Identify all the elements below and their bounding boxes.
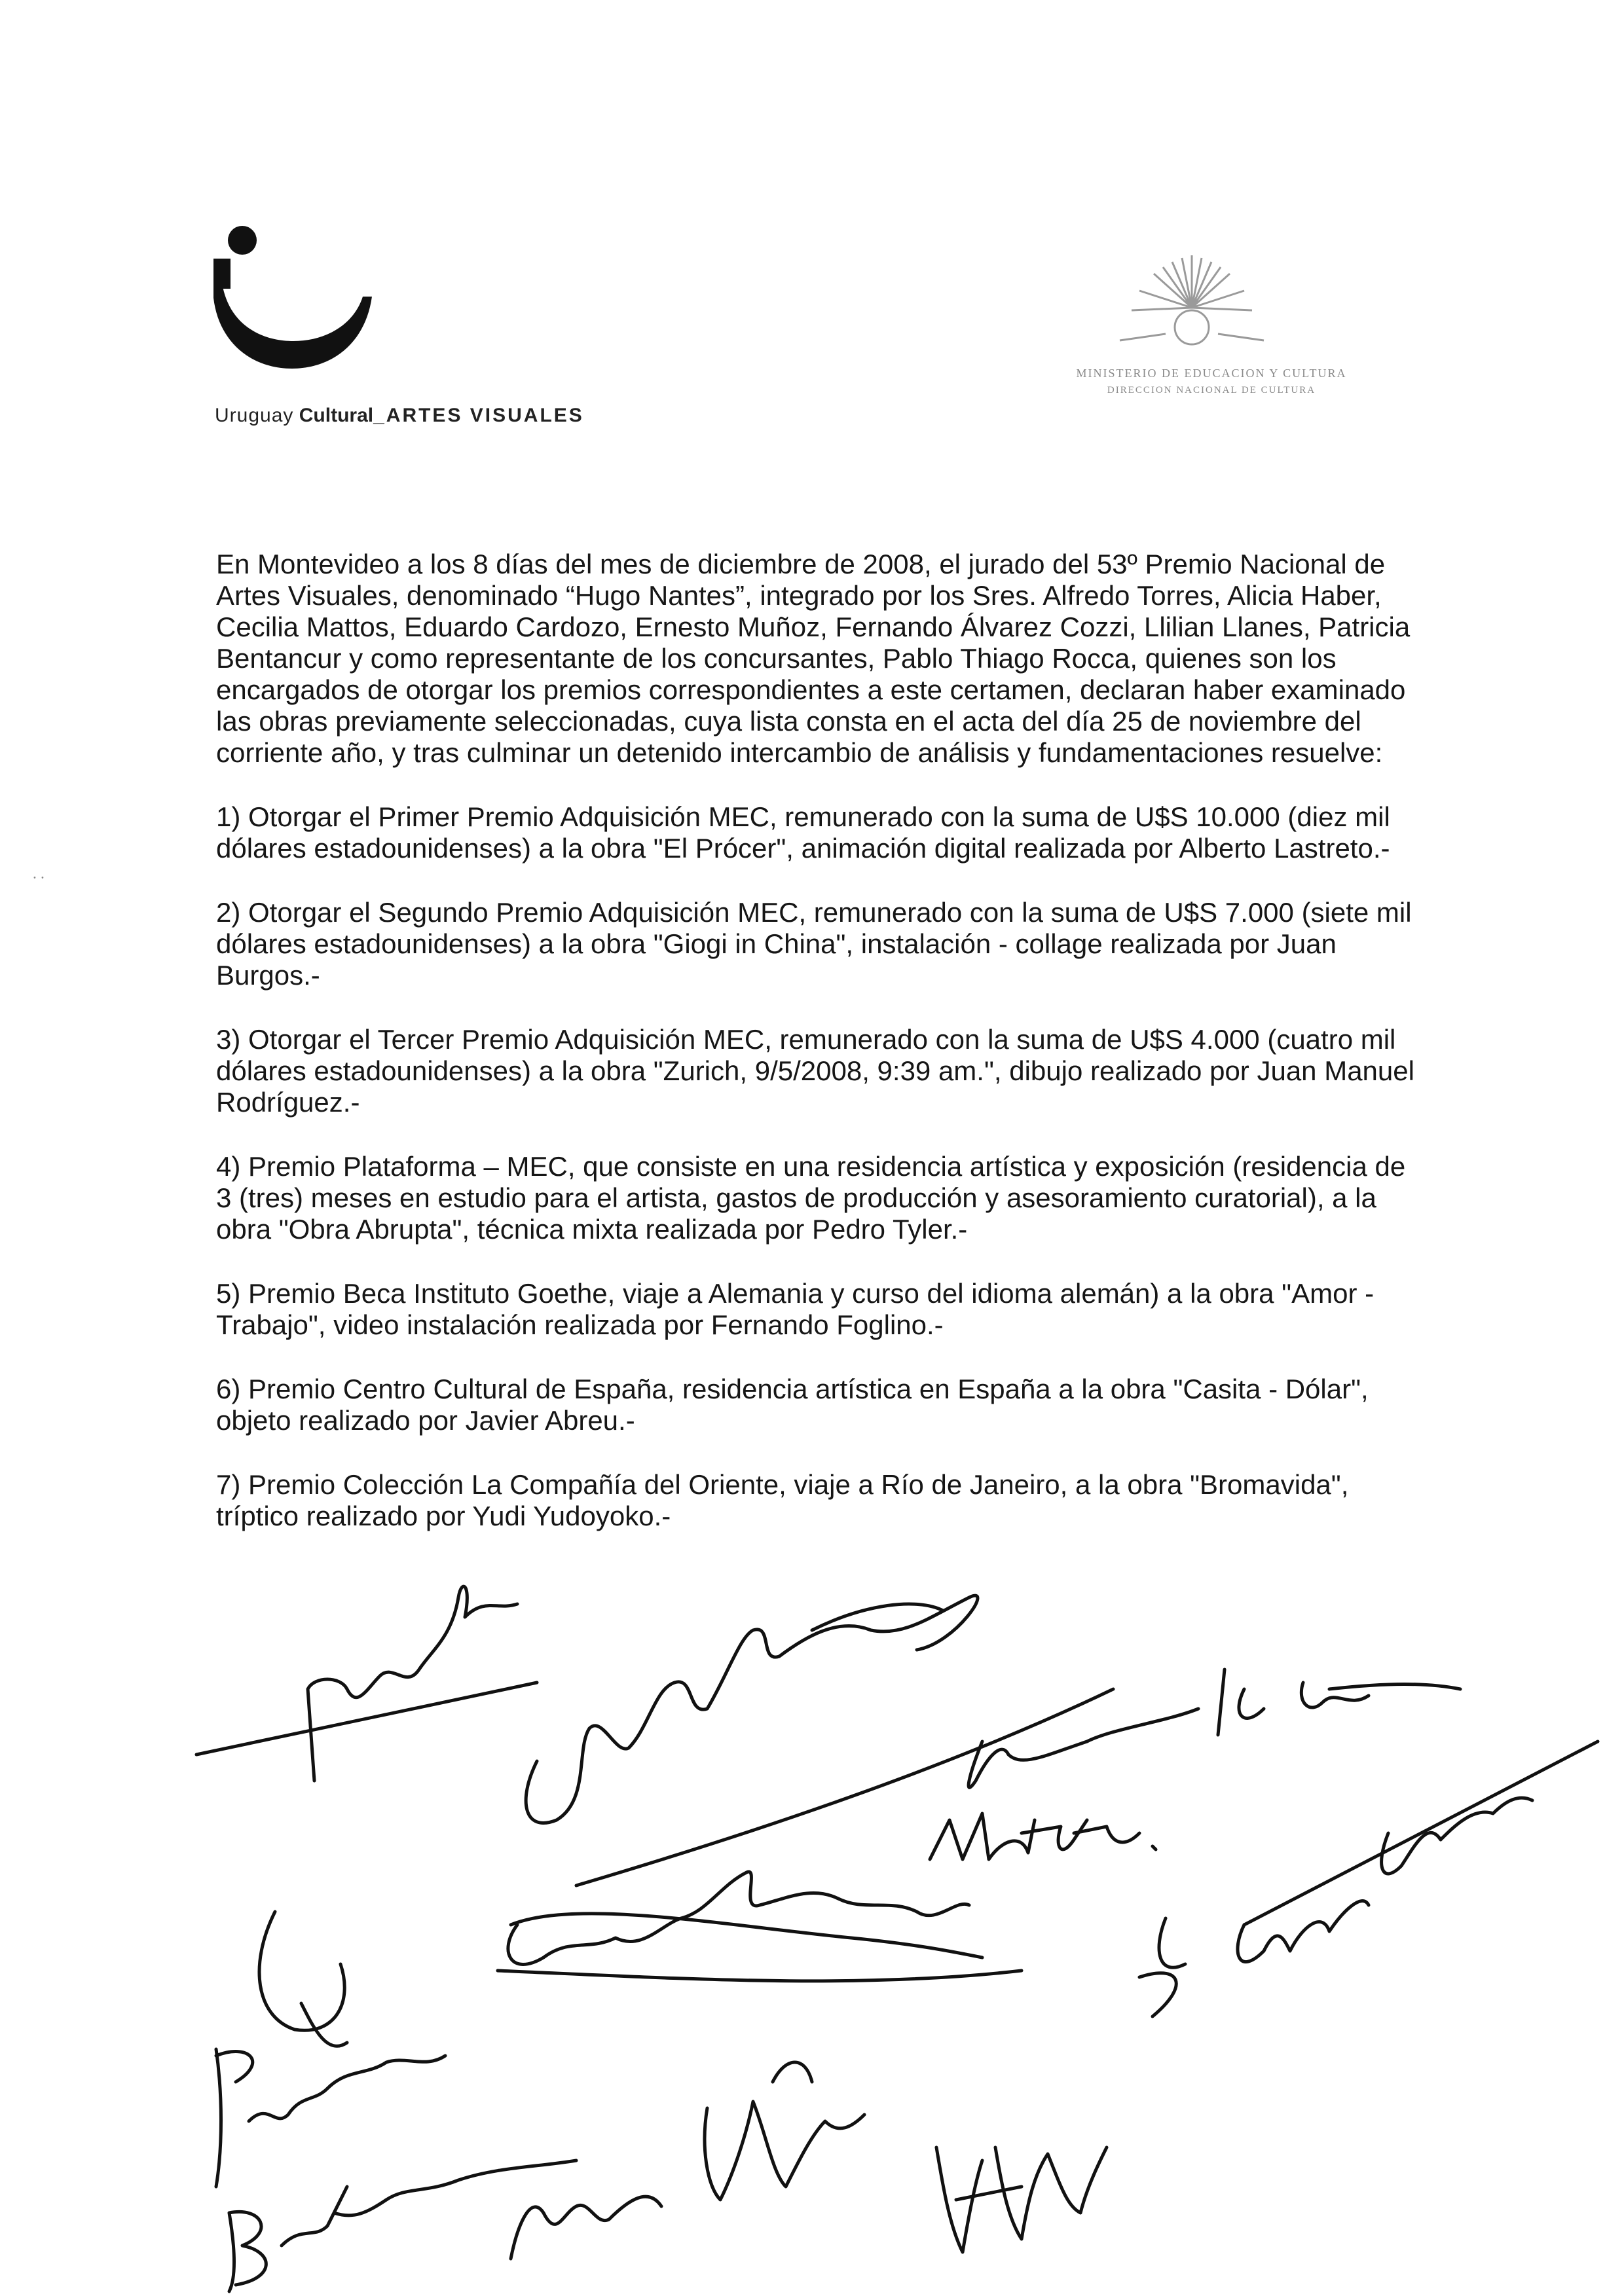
brand-country: Uruguay	[215, 405, 294, 426]
signature-ernesto-munoz	[526, 1595, 1113, 1886]
uruguay-cultural-logo-icon	[208, 219, 378, 376]
sun-of-may-seal-icon	[1107, 242, 1277, 354]
seal-line-2: DIRECCION NACIONAL DE CULTURA	[1107, 385, 1316, 395]
document-body	[216, 549, 1414, 1565]
award-item-5: 5) Premio Beca Instituto Goethe, viaje a Alemania y curso del idioma alemán) a la obra "Amor - Trabajo", video instalación realizada por Fernando Foglino.-	[216, 1278, 1375, 1340]
award-item-3: 3) Otorgar el Tercer Premio Adquisición MEC, remunerado con la suma de U$S 4.000 (cuatro mil dólares estadounidenses) a la obra "Zurich, 9/5/2008, 9:39 am.", dibujo realizado por Juan Manuel Rodríguez.-	[216, 1024, 1414, 1118]
brand-cultural: Cultural	[299, 405, 374, 426]
seal-line-1: MINISTERIO DE EDUCACION Y CULTURA	[1076, 367, 1347, 380]
signature-llilian-llanes	[936, 2147, 1107, 2252]
signature-thiago-rocca	[969, 1669, 1460, 1787]
award-item-7: 7) Premio Colección La Compañía del Oriente, viaje a Río de Janeiro, a la obra "Bromavida", tríptico realizado por Yudi Yudoyoko.-	[216, 1469, 1349, 1531]
award-item-1: 1) Otorgar el Primer Premio Adquisición MEC, remunerado con la suma de U$S 10.000 (diez mil dólares estadounidenses) a la obra "El Prócer", animación digital realizada por Alberto Lastreto.-	[216, 801, 1390, 864]
intro-paragraph: En Montevideo a los 8 días del mes de diciembre de 2008, el jurado del 53º Premio Nacional de Artes Visuales, denominado “Hugo Nantes”, integrado por los Sres. Alfredo Torres, Alicia Haber, Cecilia Mattos, Eduardo Cardozo, Ernesto Muñoz, Fernando Álvarez Cozzi, Llilian Llanes, Patricia Bentancur y como representante de los concursantes, Pablo Thiago Rocca, quienes son los encargados de otorgar los premios correspondientes a este certamen, declaran haber examinado las obras previamente seleccionadas, cuya lista consta en el acta del día 25 de noviembre del corriente año, y tras culminar un detenido intercambio de análisis y fundamentaciones resuelve:	[216, 549, 1411, 768]
signature-cardozo	[1139, 1741, 1598, 2016]
award-item-6: 6) Premio Centro Cultural de España, residencia artística en España a la obra "Casita - Dólar", objeto realizado por Javier Abreu.-	[216, 1374, 1369, 1436]
signature-mattos	[930, 1813, 1156, 1859]
award-item-2: 2) Otorgar el Segundo Premio Adquisición MEC, remunerado con la suma de U$S 7.000 (siete mil dólares estadounidenses) a la obra "Giogi in China", instalación - collage realizada por Juan Burgos.-	[216, 897, 1412, 991]
signature-patricia-bentancur	[216, 1912, 576, 2291]
award-item-4: 4) Premio Plataforma – MEC, que consiste en una residencia artística y exposición (residencia de 3 (tres) meses en estudio para el artista, gastos de producción y asesoramiento curatorial), a la obra "Obra Abrupta", técnica mixta realizada por Pedro Tyler.-	[216, 1151, 1406, 1245]
signatures-area	[0, 1558, 1624, 2296]
signature-alfredo-torres	[498, 1872, 1022, 1981]
scan-mark: ⸱ ⸱	[33, 869, 45, 886]
brand-section: _ARTES VISUALES	[373, 405, 584, 426]
signature-alvarez-cozzi	[196, 1586, 537, 1781]
signature-alicia-haber	[511, 2062, 864, 2259]
brand-header	[215, 405, 584, 427]
